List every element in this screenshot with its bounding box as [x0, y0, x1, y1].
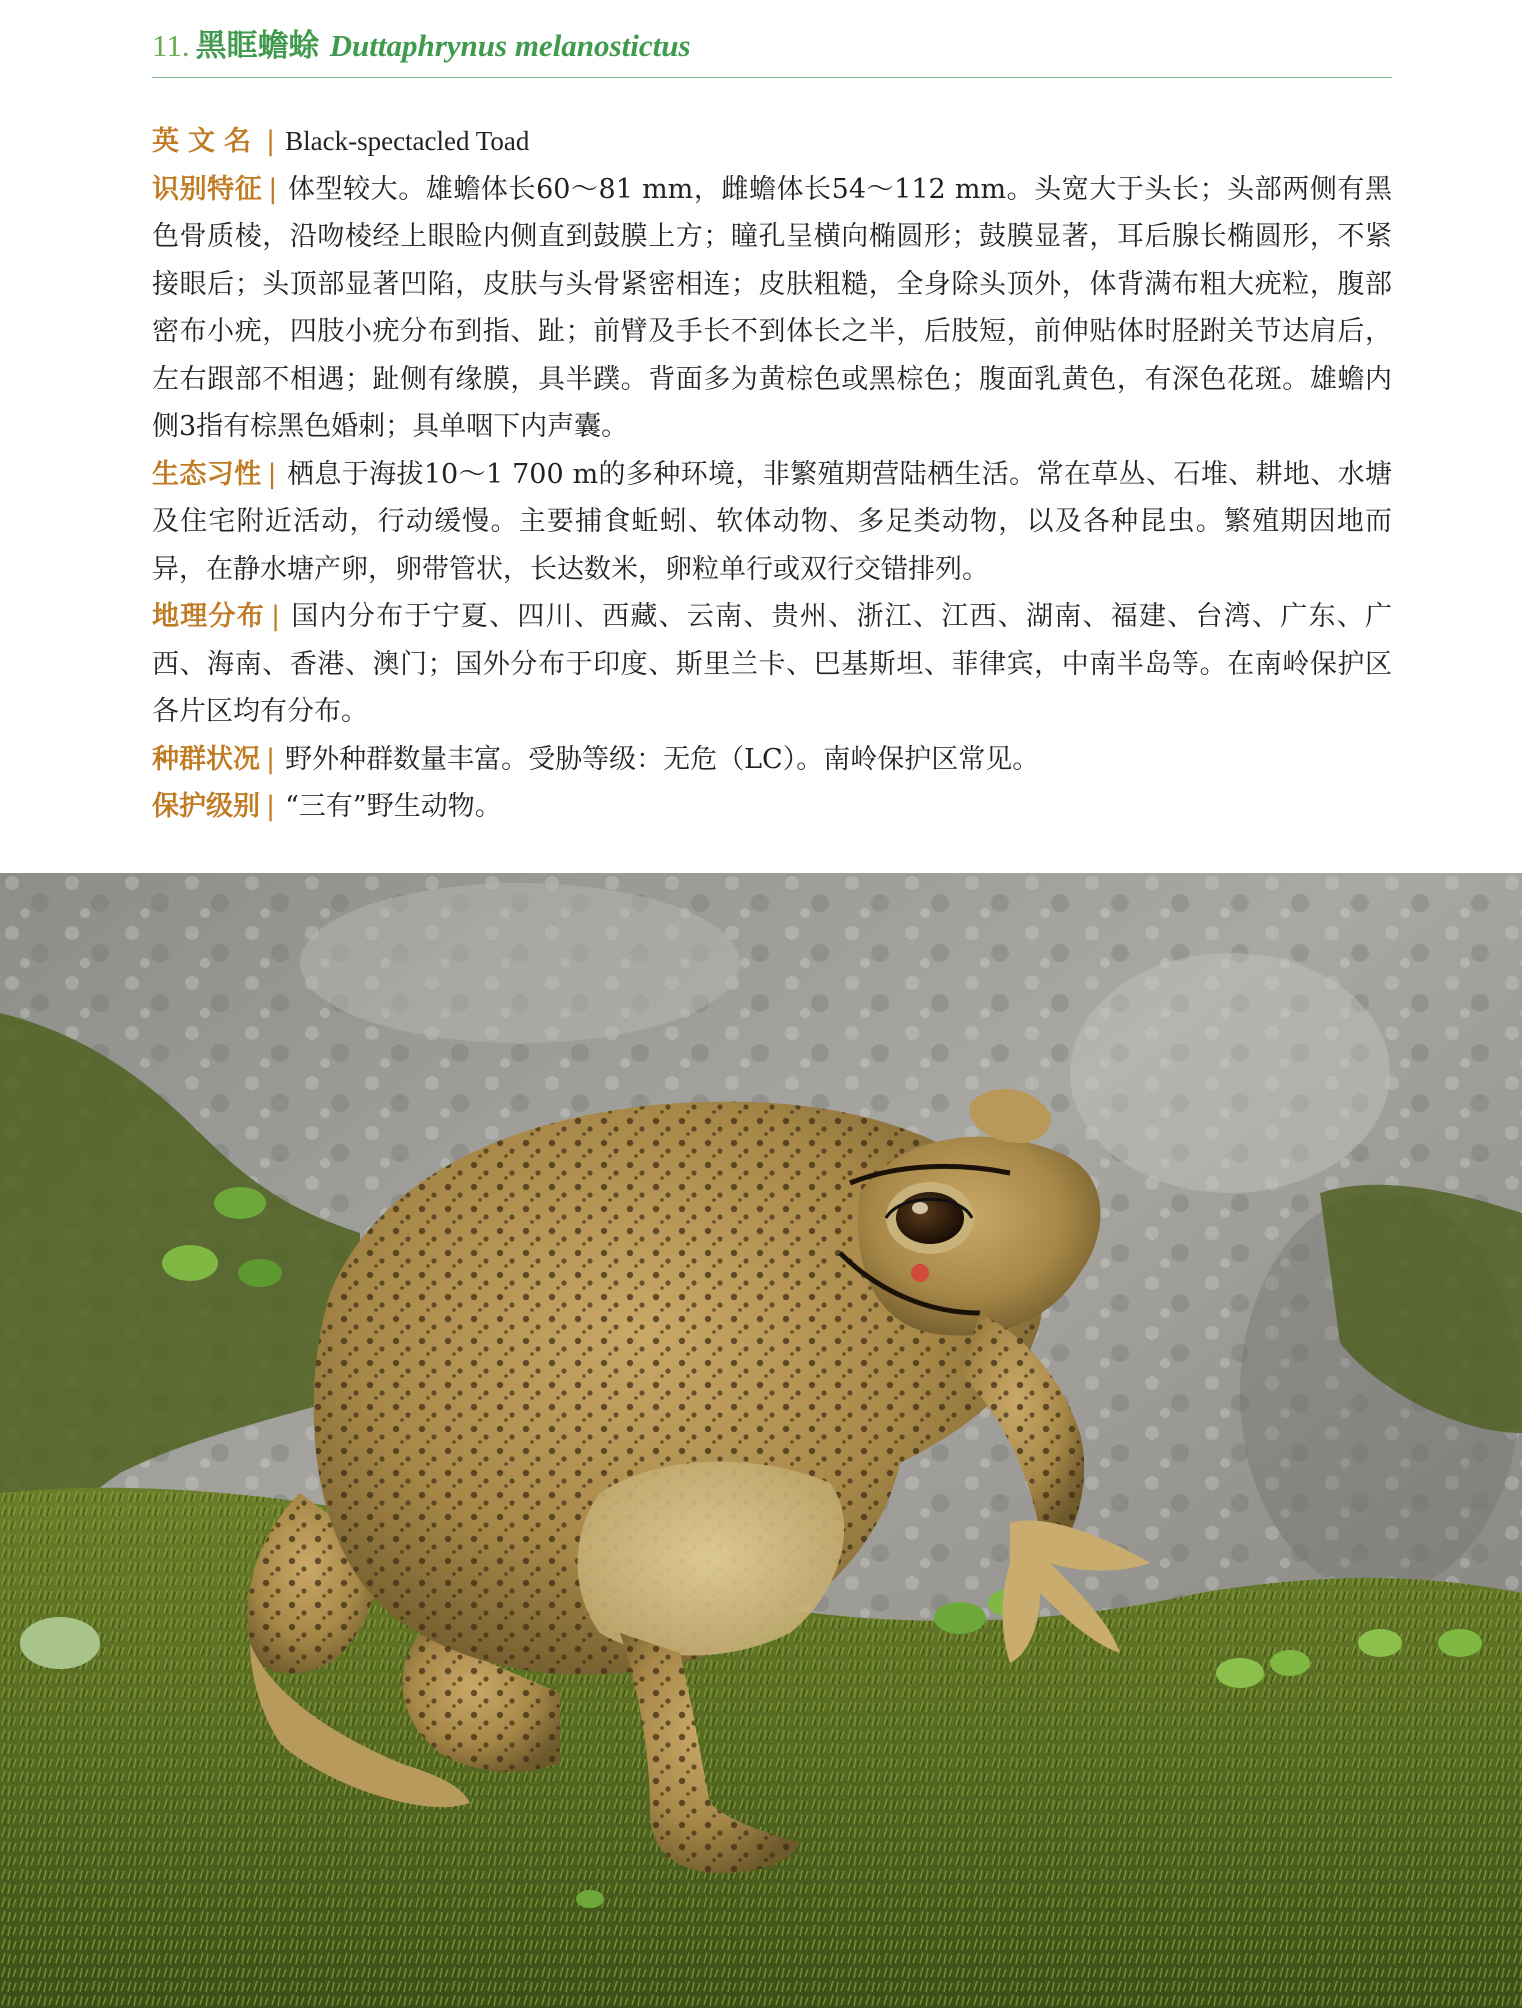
- section-text: 栖息于海拔10～1 700 m的多种环境，非繁殖期营陆栖生活。常在草丛、石堆、耕地、水塘及住宅附近活动，行动缓慢。主要捕食蚯蚓、软体动物、多足类动物，以及各种昆虫。繁殖期因地而异，在静水塘产卵，卵带管状，长达数米，卵粒单行或双行交错排列。: [152, 458, 1392, 585]
- section-label: 识别特征: [152, 173, 263, 205]
- section-population: [152, 736, 1392, 784]
- section-identification: [152, 166, 1392, 451]
- species-chinese-name: 黑眶蟾蜍: [195, 28, 320, 64]
- section-english-name: [152, 118, 1392, 166]
- section-distribution: [152, 593, 1392, 736]
- species-number: 11.: [152, 28, 190, 63]
- section-text: “三有”野生动物。: [285, 791, 502, 822]
- section-ecology: [152, 451, 1392, 594]
- section-text: 国内分布于宁夏、四川、西藏、云南、贵州、浙江、江西、湖南、福建、台湾、广东、广西、海南、香港、澳门；国外分布于印度、斯里兰卡、巴基斯坦、菲律宾，中南半岛等。在南岭保护区各片区均有分布。: [152, 601, 1393, 727]
- section-label: 英文名: [152, 126, 260, 157]
- section-text: 体型较大。雄蟾体长60～81 mm，雌蟾体长54～112 mm。头宽大于头长；头部两侧有黑色骨质棱，沿吻棱经上眼睑内侧直到鼓膜上方；瞳孔呈横向椭圆形；鼓膜显著，耳后腺长椭圆形，不紧接眼后；头顶部显著凹陷，皮肤与头骨紧密相连；皮肤粗糙，全身除头顶外，体背满布粗大疣粒，腹部密布小疣，四肢小疣分布到指、趾；前臂及手长不到体长之半，后肢短，前伸贴体时胫跗关节达肩后，左右跟部不相遇；趾侧有缘膜，具半蹼。背面多为黄棕色或黑棕色；腹面乳黄色，有深色花斑。雄蟾内侧3指有棕黑色婚刺；具单咽下内声囊。: [152, 173, 1393, 442]
- section-text: Black-spectacled Toad: [285, 126, 530, 156]
- section-separator: |: [266, 743, 276, 775]
- section-separator: |: [266, 126, 276, 157]
- species-latin-name: Duttaphrynus melanostictus: [329, 28, 691, 63]
- section-protection: [152, 783, 1392, 831]
- section-separator: |: [268, 173, 278, 205]
- section-label: 保护级别: [152, 791, 260, 822]
- section-separator: |: [271, 601, 281, 632]
- section-separator: |: [267, 458, 277, 490]
- section-separator: |: [266, 791, 276, 822]
- page-header: [152, 22, 1392, 78]
- species-description: [152, 118, 1392, 831]
- section-label: 地理分布: [152, 601, 266, 632]
- species-photo: [0, 873, 1522, 2008]
- section-label: 生态习性: [152, 458, 262, 490]
- species-title: [152, 26, 691, 66]
- section-text: 野外种群数量丰富。受胁等级：无危（LC）。南岭保护区常见。: [285, 743, 1040, 775]
- section-label: 种群状况: [152, 743, 260, 775]
